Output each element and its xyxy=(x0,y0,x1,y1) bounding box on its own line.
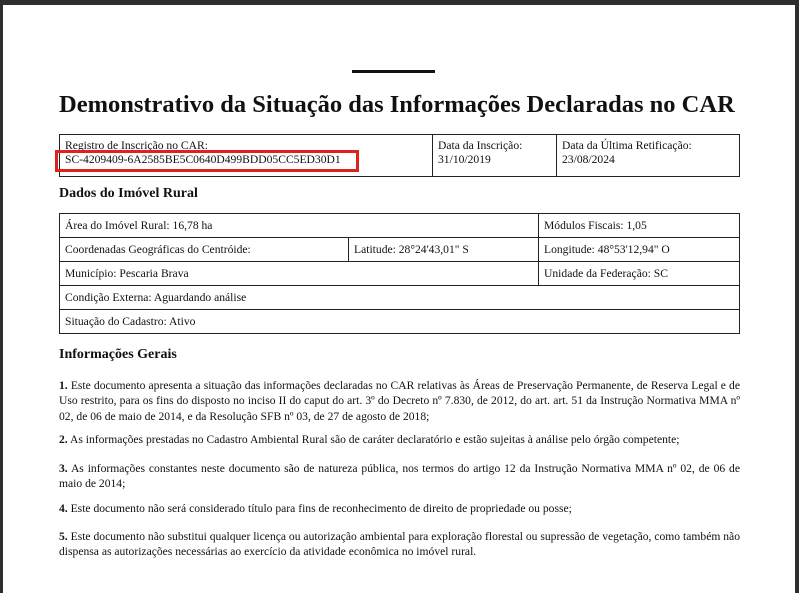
retificacao-label: Data da Última Retificação: xyxy=(562,139,692,152)
header-rule xyxy=(352,70,435,73)
info-item-2 xyxy=(59,432,740,447)
informacoes-heading: Informações Gerais xyxy=(59,347,177,362)
condicao-cell: Condição Externa: Aguardando análise xyxy=(60,286,740,310)
info-item-1 xyxy=(59,378,740,424)
modulos-cell: Módulos Fiscais: 1,05 xyxy=(539,214,740,238)
info-item-number: 1. xyxy=(59,379,68,392)
retificacao-value: 23/08/2024 xyxy=(562,153,615,166)
info-item-text: Este documento apresenta a situação das informações declaradas no CAR relativas às Áreas de Preservação Permanente, de Reserva Legal e de Uso restrito, para os fins do disposto no inciso II do caput do art. 3º do Decreto nº 7.830, de 2012, do art. art. 51 da Instrução Normativa MMA nº 02, de 06 de maio de 2014, e da Resolução SFB nº 03, de 27 de agosto de 2018; xyxy=(59,379,740,423)
car-value: SC-4209409-6A2585BE5C0640D499BDD05CC5ED30D1 xyxy=(65,153,341,166)
area-cell: Área do Imóvel Rural: 16,78 ha xyxy=(60,214,539,238)
info-item-4 xyxy=(59,501,740,516)
car-label: Registro de Inscrição no CAR: xyxy=(65,139,208,152)
info-item-5 xyxy=(59,529,740,560)
info-item-3 xyxy=(59,461,740,492)
info-item-number: 3. xyxy=(59,462,68,475)
info-item-text: As informações constantes neste documento são de natureza pública, nos termos do artigo 12 da Instrução Normativa MMA nº 02, de 06 de maio de 2014; xyxy=(59,462,740,491)
inscricao-value: 31/10/2019 xyxy=(438,153,491,166)
latitude-cell: Latitude: 28°24'43,01" S xyxy=(349,238,539,262)
info-item-text: Este documento não será considerado título para fins de reconhecimento de direito de propriedade ou posse; xyxy=(67,502,572,515)
info-item-text: As informações prestadas no Cadastro Ambiental Rural são de caráter declaratório e estão sujeitas à análise pelo órgão competente; xyxy=(67,433,680,446)
imovel-table xyxy=(59,213,740,334)
coordenadas-cell: Coordenadas Geográficas do Centróide: xyxy=(60,238,349,262)
inscricao-cell xyxy=(433,135,557,177)
info-item-number: 5. xyxy=(59,530,68,543)
longitude-cell: Longitude: 48°53'12,94" O xyxy=(539,238,740,262)
document-title: Demonstrativo da Situação das Informações Declaradas no CAR xyxy=(59,91,735,118)
retificacao-cell xyxy=(557,135,740,177)
situacao-cell: Situação do Cadastro: Ativo xyxy=(60,310,740,334)
info-item-number: 4. xyxy=(59,502,68,515)
info-item-text: Este documento não substitui qualquer licença ou autorização ambiental para exploração florestal ou supressão de vegetação, como também não dispensa as autorizações necessárias ao exercício da atividade econômica no imóvel rural. xyxy=(59,530,740,559)
registro-table xyxy=(59,134,740,177)
document-page xyxy=(3,5,795,593)
inscricao-label: Data da Inscrição: xyxy=(438,139,523,152)
uf-cell: Unidade da Federação: SC xyxy=(539,262,740,286)
info-item-number: 2. xyxy=(59,433,68,446)
imovel-heading: Dados do Imóvel Rural xyxy=(59,186,198,201)
municipio-cell: Município: Pescaria Brava xyxy=(60,262,539,286)
car-cell xyxy=(60,135,433,177)
